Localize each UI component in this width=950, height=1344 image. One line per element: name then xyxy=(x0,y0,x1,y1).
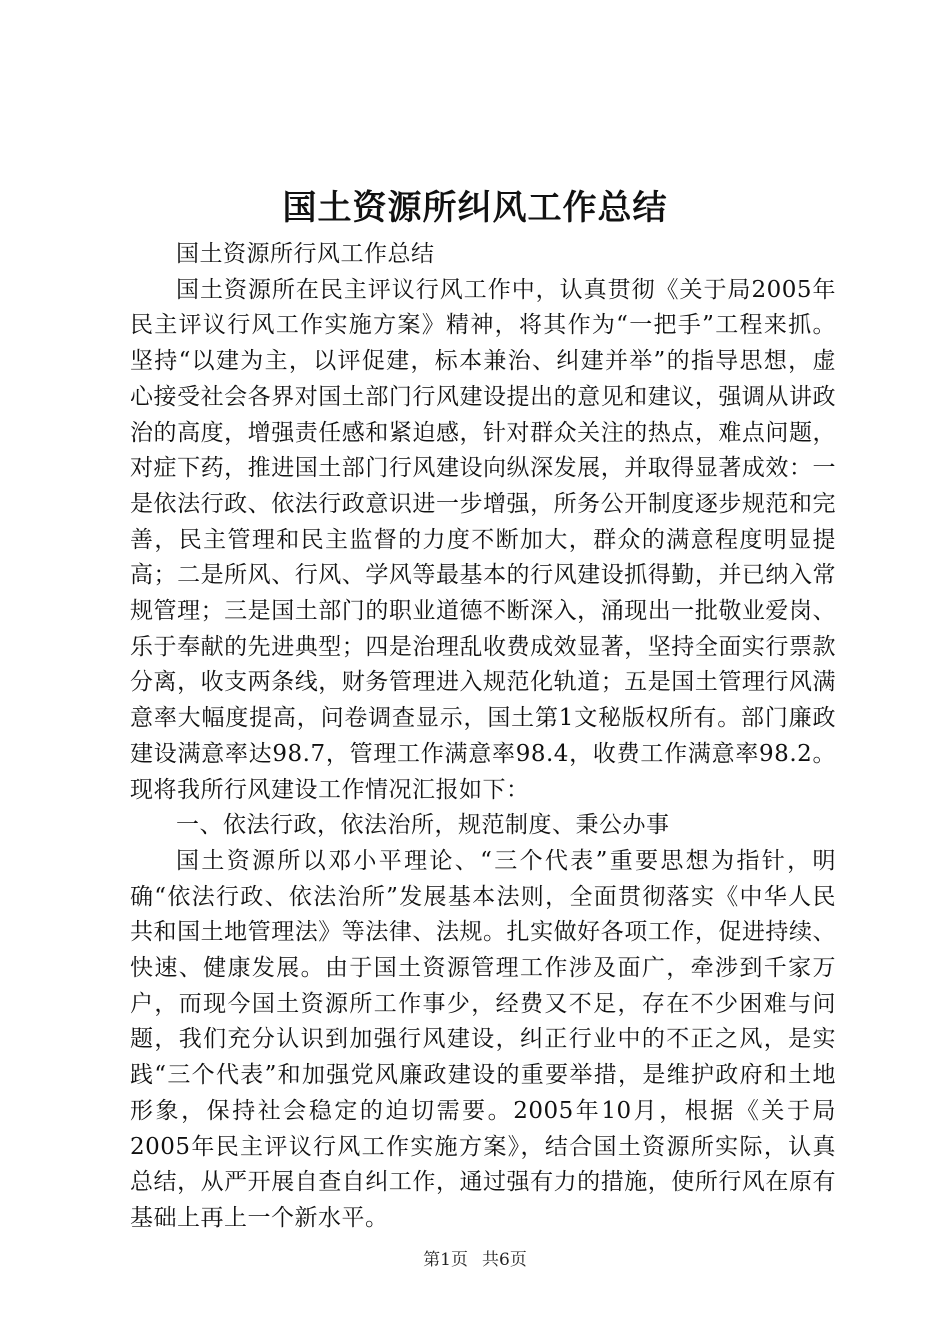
section-heading-1: 一、依法行政，依法治所，规范制度、秉公办事 xyxy=(176,812,670,839)
document-body xyxy=(130,237,836,1237)
page-total: 共6页 xyxy=(482,1250,527,1270)
document-subtitle: 国土资源所行风工作总结 xyxy=(176,241,435,267)
paragraph-section-1: 国土资源所以邓小平理论、“三个代表”重要思想为指针，明确“依法行政、依法治所”发展基本法则，全面贯彻落实《中华人民共和国土地管理法》等法律、法规。扎实做好各项工作，促进持续、快速、健康发展。由于国土资源管理工作涉及面广，牵涉到千家万户，而现今国土资源所工作事少，经费又不足，存在不少困难与问题，我们充分认识到加强行风建设，纠正行业中的不正之风，是实践“三个代表”和加强党风廉政建设的重要举措，是维护政府和土地形象，保持社会稳定的迫切需要。2005年10月，根据《关于局2005年民主评议行风工作实施方案》，结合国土资源所实际，认真总结，从严开展自查自纠工作，通过强有力的措施，使所行风在原有基础上再上一个新水平。 xyxy=(130,847,836,1231)
page-number: 第1页 xyxy=(423,1250,468,1270)
paragraph-intro: 国土资源所在民主评议行风工作中，认真贯彻《关于局2005年民主评议行风工作实施方案》精神，将其作为“一把手”工程来抓。坚持“以建为主，以评促建，标本兼治、纠建并举”的指导思想，虚心接受社会各界对国土部门行风建设提出的意见和建议，强调从讲政治的高度，增强责任感和紧迫感，针对群众关注的热点，难点问题，对症下药，推进国土部门行风建设向纵深发展，并取得显著成效：一是依法行政、依法行政意识进一步增强，所务公开制度逐步规范和完善，民主管理和民主监督的力度不断加大，群众的满意程度明显提高；二是所风、行风、学风等最基本的行风建设抓得勤，并已纳入常规管理；三是国土部门的职业道德不断深入，涌现出一批敬业爱岗、乐于奉献的先进典型；四是治理乱收费成效显著，坚持全面实行票款分离，收支两条线，财务管理进入规范化轨道；五是国土管理行风满意率大幅度提高，问卷调查显示，国土第1文秘版权所有。部门廉政建设满意率达98.7，管理工作满意率98.4，收费工作满意率98.2。现将我所行风建设工作情况汇报如下： xyxy=(130,276,836,803)
document-title: 国土资源所纠风工作总结 xyxy=(282,188,668,228)
page-footer xyxy=(0,1248,950,1272)
